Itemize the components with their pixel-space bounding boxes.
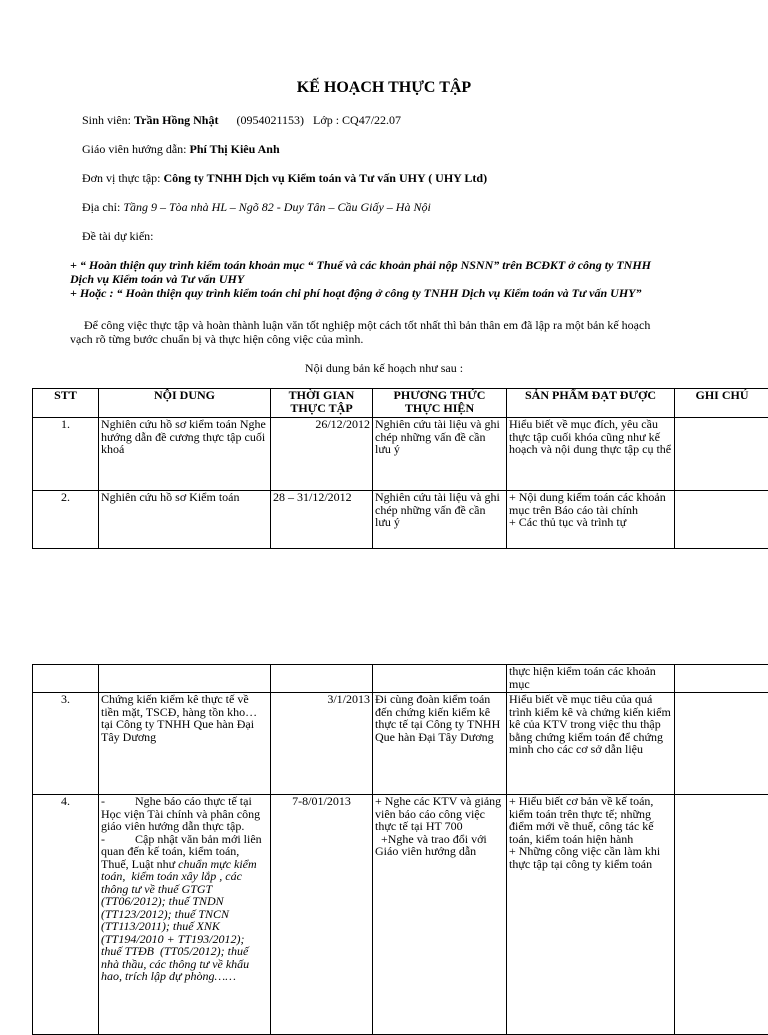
address-label: Địa chỉ: bbox=[82, 200, 120, 214]
topic-1-line-1: + “ Hoàn thiện quy trình kiểm toán khoản mục “ Thuế và các khoản phải nộp NSNN” trên BCĐKT ở công ty TNHH bbox=[70, 258, 730, 272]
row1-method: Nghiên cứu tài liệu và ghi chép những vấn đề cần lưu ý bbox=[373, 418, 507, 491]
address-line bbox=[82, 200, 431, 215]
row4-content-b2: chuẩn mực kiểm toán, kiểm toán xây lắp , các thông tư về thuế GTGT (TT06/2012); thuế TNDN (TT123/2012); thuế TNCN (TT113/2011); thuế XNK (TT194/2010 + TT193/2012); thuế TTĐB (TT05/2012); thuế nhà thầu, các thông tư về khấu hao, trích lập dự phòng…… bbox=[101, 857, 260, 984]
address-value: Tầng 9 – Tòa nhà HL – Ngõ 82 - Duy Tân – Cầu Giấy – Hà Nội bbox=[123, 200, 430, 214]
row4-method bbox=[373, 795, 507, 1035]
teacher-name: Phí Thị Kiêu Anh bbox=[190, 142, 280, 156]
teacher-label: Giáo viên hướng dẫn: bbox=[82, 142, 187, 156]
topic-1 bbox=[70, 258, 730, 300]
unit-name: Công ty TNHH Dịch vụ Kiểm toán và Tư vấn UHY ( UHY Ltd) bbox=[164, 171, 488, 185]
plan-table-part-2 bbox=[32, 664, 768, 1035]
unit-label: Đơn vị thực tập: bbox=[82, 171, 161, 185]
row2-note bbox=[675, 491, 768, 549]
row3-stt: 3. bbox=[33, 693, 99, 795]
row3-method: Đi cùng đoàn kiểm toán đến chứng kiến kiểm kê thực tế tại Công ty TNHH Que hàn Đại Tây Dương bbox=[373, 693, 507, 795]
header-content: NỘI DUNG bbox=[99, 389, 271, 418]
row2c-product: thực hiện kiểm toán các khoản mục bbox=[507, 665, 675, 693]
content-heading: Nội dung bản kế hoạch như sau : bbox=[0, 361, 768, 376]
row4-content-a: - Nghe báo cáo thực tế tại Học viện Tài chính và phân công giáo viên hướng dẫn thực tập. bbox=[101, 795, 268, 833]
intro-paragraph bbox=[70, 318, 730, 346]
row3-time: 3/1/2013 bbox=[271, 693, 373, 795]
class-value: CQ47/22.07 bbox=[342, 113, 401, 127]
student-label: Sinh viên: bbox=[82, 113, 131, 127]
row1-note bbox=[675, 418, 768, 491]
topic-label: Đề tài dự kiến: bbox=[82, 229, 153, 244]
header-note: GHI CHÚ bbox=[675, 389, 768, 418]
header-stt: STT bbox=[33, 389, 99, 418]
teacher-line bbox=[82, 142, 280, 157]
student-phone: (0954021153) bbox=[236, 113, 304, 127]
row3-product: Hiểu biết về mục tiêu của quá trình kiểm kê và chứng kiến kiểm kê của KTV trong việc thu thập bằng chứng kiểm toán để chứng minh cho các cơ sở dẫn liệu bbox=[507, 693, 675, 795]
table-row bbox=[33, 665, 768, 693]
row4-product-2: + Những công việc cần làm khi thực tập tại công ty kiểm toán bbox=[509, 845, 672, 870]
intro-line-2: vạch rõ từng bước chuẩn bị và thực hiện công việc của mình. bbox=[70, 332, 730, 346]
row1-product: Hiểu biết về mục đích, yêu cầu thực tập cuối khóa cũng như kế hoạch và nội dung thực tập cụ thể bbox=[507, 418, 675, 491]
row4-method-2: +Nghe và trao đổi với Giáo viên hướng dẫn bbox=[375, 833, 504, 858]
row3-content: Chứng kiến kiểm kê thực tế về tiền mặt, TSCĐ, hàng tồn kho…tại Công ty TNHH Que hàn Đại Tây Dương bbox=[99, 693, 271, 795]
row4-content-b bbox=[101, 833, 268, 983]
row4-stt: 4. bbox=[33, 795, 99, 1035]
plan-table-part-1 bbox=[32, 388, 768, 549]
header-method: PHƯƠNG THỨC THỰC HIỆN bbox=[373, 389, 507, 418]
row2-product-1: + Nội dung kiểm toán các khoản mục trên Báo cáo tài chính bbox=[509, 491, 672, 516]
student-line bbox=[82, 113, 401, 128]
row4-content-b1: - Cập nhật văn bản mới liên quan đến kế toán, kiểm toán, Thuế, Luật như bbox=[101, 832, 265, 871]
topic-1-line-2: Dịch vụ Kiểm toán và Tư vấn UHY bbox=[70, 272, 730, 286]
row4-product-1: + Hiểu biết cơ bản về kế toán, kiểm toán trên thực tế; những điểm mới về thuế, công tác kế toán, kiểm toán hiện hành bbox=[509, 795, 672, 845]
header-time: THỜI GIAN THỰC TẬP bbox=[271, 389, 373, 418]
row4-product bbox=[507, 795, 675, 1035]
row2c-method bbox=[373, 665, 507, 693]
row2-method: Nghiên cứu tài liệu và ghi chép những vấn đề cần lưu ý bbox=[373, 491, 507, 549]
table-row bbox=[33, 491, 768, 549]
class-label: Lớp : bbox=[313, 113, 339, 127]
row1-stt: 1. bbox=[33, 418, 99, 491]
topic-2: + Hoặc : “ Hoàn thiện quy trình kiểm toán chi phí hoạt động ở công ty TNHH Dịch vụ Kiểm toán và Tư vấn UHY” bbox=[70, 286, 730, 300]
table-row bbox=[33, 693, 768, 795]
row2c-stt bbox=[33, 665, 99, 693]
row2-content: Nghiên cứu hồ sơ Kiểm toán bbox=[99, 491, 271, 549]
row1-content: Nghiên cứu hồ sơ kiểm toán Nghe hướng dẫn đề cương thực tập cuối khoá bbox=[99, 418, 271, 491]
student-name: Trần Hồng Nhật bbox=[134, 113, 218, 127]
table-row bbox=[33, 795, 768, 1035]
row1-time: 26/12/2012 bbox=[271, 418, 373, 491]
row2c-content bbox=[99, 665, 271, 693]
row4-note bbox=[675, 795, 768, 1035]
row2-time: 28 – 31/12/2012 bbox=[271, 491, 373, 549]
row4-time: 7-8/01/2013 bbox=[271, 795, 373, 1035]
unit-line bbox=[82, 171, 487, 186]
row4-method-1: + Nghe các KTV và giảng viên báo cáo công việc thực tế tại HT 700 bbox=[375, 795, 504, 833]
row2-product bbox=[507, 491, 675, 549]
table-header-row bbox=[33, 389, 768, 418]
table-row bbox=[33, 418, 768, 491]
row2c-note bbox=[675, 665, 768, 693]
row2-stt: 2. bbox=[33, 491, 99, 549]
header-product: SẢN PHẨM ĐẠT ĐƯỢC bbox=[507, 389, 675, 418]
row2-product-2: + Các thủ tục và trình tự bbox=[509, 516, 672, 529]
row4-content bbox=[99, 795, 271, 1035]
row3-note bbox=[675, 693, 768, 795]
intro-line-1: Để công việc thực tập và hoàn thành luận văn tốt nghiệp một cách tốt nhất thì bản thân em đã lập ra một bản kế hoạch bbox=[70, 318, 730, 332]
document-title: KẾ HOẠCH THỰC TẬP bbox=[0, 79, 768, 97]
row2c-time bbox=[271, 665, 373, 693]
